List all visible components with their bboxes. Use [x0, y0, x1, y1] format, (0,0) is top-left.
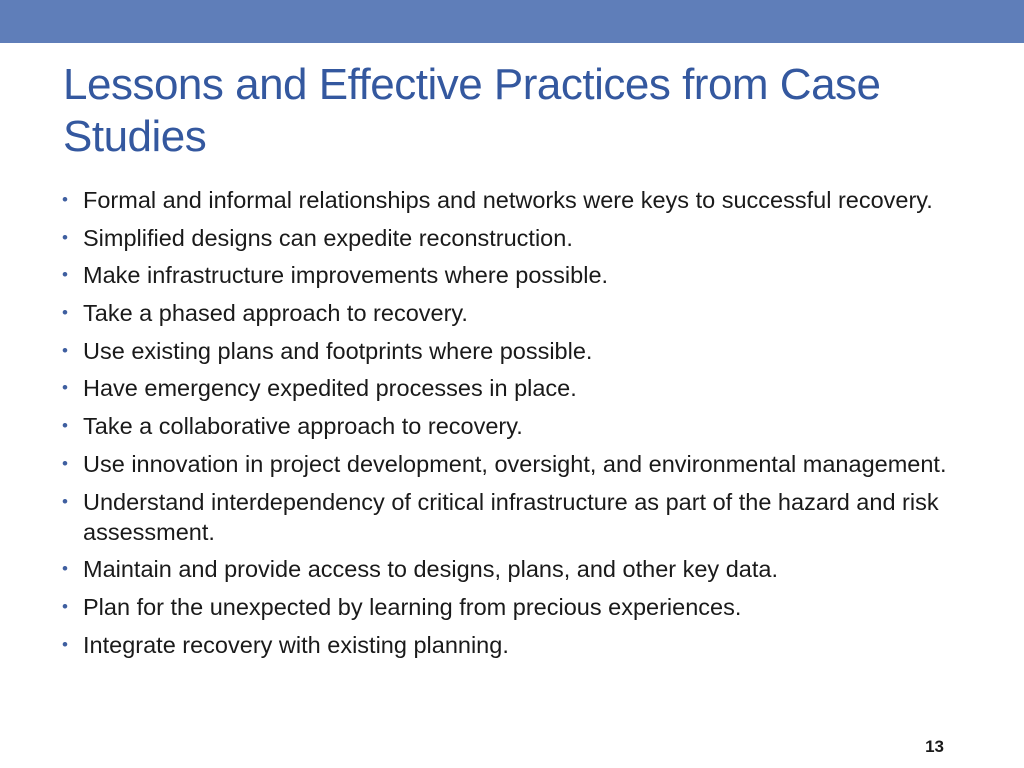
bullet-list	[62, 185, 962, 667]
bullet-text: Take a collaborative approach to recovery.	[83, 413, 523, 440]
bullet-dot-icon: •	[62, 303, 68, 323]
bullet-item	[62, 260, 962, 290]
bullet-dot-icon: •	[62, 265, 68, 285]
bullet-item	[62, 630, 962, 660]
bullet-dot-icon: •	[62, 416, 68, 436]
bullet-item	[62, 487, 962, 547]
bullet-dot-icon: •	[62, 340, 68, 360]
bullet-text: Maintain and provide access to designs, plans, and other key data.	[83, 556, 778, 583]
bullet-item	[62, 373, 962, 403]
bullet-text: Make infrastructure improvements where possible.	[83, 262, 609, 289]
bullet-text: Integrate recovery with existing planning.	[83, 631, 509, 658]
bullet-text: Use innovation in project development, oversight, and environmental management.	[83, 450, 947, 477]
slide-title: Lessons and Effective Practices from Case Studies	[63, 60, 881, 161]
bullet-dot-icon: •	[62, 190, 68, 209]
bullet-item	[62, 336, 962, 366]
bullet-dot-icon: •	[62, 453, 68, 473]
bullet-dot-icon: •	[62, 634, 68, 654]
bullet-dot-icon: •	[62, 596, 68, 616]
bullet-item	[62, 223, 962, 253]
bullet-item	[62, 449, 962, 479]
bullet-text: Simplified designs can expedite reconstruction.	[83, 224, 573, 251]
bullet-text: Formal and informal relationships and networks were keys to successful recovery.	[83, 187, 933, 213]
page-number: 13	[925, 737, 944, 756]
bullet-item	[62, 185, 962, 215]
bullet-text: Take a phased approach to recovery.	[83, 300, 468, 327]
bullet-dot-icon: •	[62, 378, 68, 398]
bullet-text: Use existing plans and footprints where possible.	[83, 337, 593, 364]
bullet-text: Have emergency expedited processes in place.	[83, 375, 577, 402]
bullet-dot-icon: •	[62, 559, 68, 579]
bullet-item	[62, 298, 962, 328]
bullet-item	[62, 592, 962, 622]
bullet-dot-icon: •	[62, 491, 68, 511]
bullet-item	[62, 411, 962, 441]
bullet-dot-icon: •	[62, 227, 68, 247]
bullet-text: Plan for the unexpected by learning from precious experiences.	[83, 593, 742, 620]
bullet-item	[62, 554, 962, 584]
bullet-text: Understand interdependency of critical infrastructure as part of the hazard and risk assessment.	[83, 488, 939, 545]
top-accent-bar	[0, 0, 1024, 43]
